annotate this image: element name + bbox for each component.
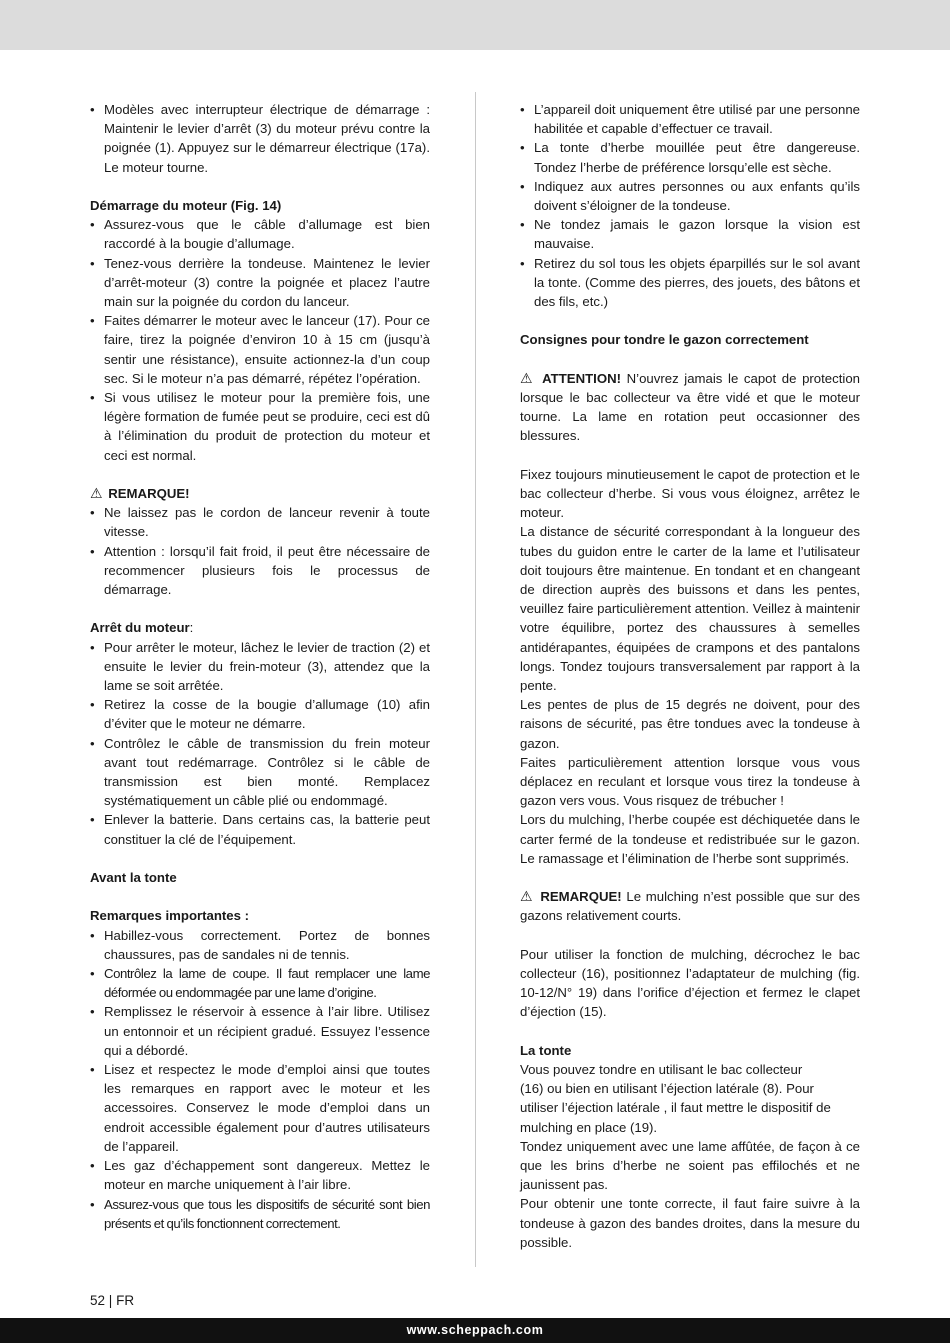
remark-heading bbox=[90, 484, 430, 503]
mowing-instructions-heading: Consignes pour tondre le gazon correctement bbox=[520, 332, 809, 348]
list-item: • Ne laissez pas le cordon de lanceur revenir à toute vitesse. bbox=[90, 503, 430, 541]
mowing-line: (16) ou bien en utilisant l’éjection latérale (8). Pour bbox=[520, 1081, 814, 1097]
paragraph-strips: Pour obtenir une tonte correcte, il faut faire suivre à la tondeuse à gazon des bandes droites, dans la mesure du possible. bbox=[520, 1196, 860, 1250]
list-item: • Retirez la cosse de la bougie d’allumage (10) afin d’éviter que le moteur ne démarre. bbox=[90, 695, 430, 733]
stop-engine-colon: : bbox=[189, 620, 194, 636]
remark-label: REMARQUE! bbox=[540, 889, 622, 905]
safety-list bbox=[520, 100, 860, 311]
paragraph-mulching-use: Pour utiliser la fonction de mulching, décrochez le bac collecteur (16), positionnez l’adaptateur de mulching (fig. 10-12/N° 19) dans l’orifice d’éjection et fermez le clapet d’éjection (15). bbox=[520, 946, 860, 1020]
mowing-line: utiliser l’éjection latérale , il faut mettre le dispositif de bbox=[520, 1100, 831, 1116]
website-link[interactable]: www.scheppach.com bbox=[406, 1323, 544, 1337]
mowing-line: Vous pouvez tondre en utilisant le bac collecteur bbox=[520, 1062, 803, 1078]
list-item: • Remplissez le réservoir à essence à l’air libre. Utilisez un entonnoir et un récipient gradué. Essuyez l’essence qui a débordé. bbox=[90, 1002, 430, 1060]
list-item: • Lisez et respectez le mode d’emploi ainsi que toutes les remarques en rapport avec le moteur et les accessoires. Conservez le mode d’emploi dans un endroit accessible également pour d’autres utilisateurs de l’appareil. bbox=[90, 1060, 430, 1156]
list-item: • Retirez du sol tous les objets éparpillés sur le sol avant la tonte. (Comme des pierres, des jouets, des bâtons et des fils, etc.) bbox=[520, 254, 860, 312]
start-engine-list bbox=[90, 215, 430, 465]
page-language: FR bbox=[116, 1293, 135, 1308]
right-column bbox=[520, 100, 860, 1252]
page-number bbox=[90, 1291, 134, 1310]
mowing-heading: La tonte bbox=[520, 1042, 572, 1058]
list-item: • Les gaz d’échappement sont dangereux. Mettez le moteur en marche uniquement à l’air libre. bbox=[90, 1156, 430, 1194]
attention-paragraph bbox=[520, 369, 860, 446]
attention-text: N’ouvrez jamais le capot de protection lorsque le bac collecteur va être vidé et que le moteur tourne. La lame en rotation peut occasionner des blessures. bbox=[520, 370, 860, 444]
list-item: • Pour arrêter le moteur, lâchez le levier de traction (2) et ensuite le levier du frein-moteur (3), attendez que la lame se soit arrêtée. bbox=[90, 638, 430, 696]
list-item: • Contrôlez le câble de transmission du frein moteur avant tout redémarrage. Contrôlez si le câble de transmission est bien monté. Remplacez systématiquement un câble plié ou endommagé. bbox=[90, 734, 430, 811]
list-item: • Faites démarrer le moteur avec le lanceur (17). Pour ce faire, tirez la poignée d’environ 10 à 15 cm (jusqu’à sentir une résistance), ensuite actionnez-la d’un coup sec. Si le moteur n’a pas démarré, répétez l’opération. bbox=[90, 311, 430, 388]
list-item: • Indiquez aux autres personnes ou aux enfants qu’ils doivent s’éloigner de la tondeuse. bbox=[520, 177, 860, 215]
list-item: • Ne tondez jamais le gazon lorsque la vision est mauvaise. bbox=[520, 215, 860, 253]
column-divider bbox=[475, 92, 476, 1267]
list-item: • Attention : lorsqu’il fait froid, il peut être nécessaire de recommencer plusieurs fois le processus de démarrage. bbox=[90, 542, 430, 600]
page-number-value: 52 bbox=[90, 1293, 106, 1308]
footer-bar bbox=[0, 1318, 950, 1343]
stop-engine-heading bbox=[90, 618, 430, 637]
remark-label: REMARQUE! bbox=[108, 486, 190, 502]
paragraph-slopes: Les pentes de plus de 15 degrés ne doivent, pour des raisons de sécurité, pas être tondues avec la tondeuse à gazon. bbox=[520, 697, 860, 751]
list-item: • Assurez-vous que le câble d’allumage est bien raccordé à la bougie d’allumage. bbox=[90, 215, 430, 253]
left-column bbox=[90, 100, 430, 1233]
remark-list bbox=[90, 503, 430, 599]
list-item: • Si vous utilisez le moteur pour la première fois, une légère formation de fumée peut se produire, ceci est dû à l’élimination du produit de protection du moteur et ceci est normal. bbox=[90, 388, 430, 465]
list-item: • Enlever la batterie. Dans certains cas, la batterie peut constituer la clé de l’équipement. bbox=[90, 810, 430, 848]
page-separator: | bbox=[108, 1293, 113, 1308]
intro-list bbox=[90, 100, 430, 177]
mowing-line: mulching en place (19). bbox=[520, 1119, 658, 1135]
paragraph-distance: La distance de sécurité correspondant à la longueur des tubes du guidon entre le carter de la lame et l’utilisateur doit toujours être maintenue. En tondant et en changeant de direction auprès des buissons et dans les pentes, veuillez faire particulièrement attention. Veillez à maintenir votre équilibre, portez des chaussures à semelles antidérapantes, équipées de crampons et des pantalons longs. Tondez toujours transversalement par rapport à la pente. bbox=[520, 524, 860, 694]
paragraph-mulching: Lors du mulching, l’herbe coupée est déchiquetée dans le carter fermé de la tondeuse et redistribuée sur le gazon. Le ramassage et l’élimination de l’herbe sont supprimés. bbox=[520, 812, 860, 866]
important-notes-heading: Remarques importantes : bbox=[90, 908, 250, 924]
list-item: • L’appareil doit uniquement être utilisé par une personne habilitée et capable d’effectuer ce travail. bbox=[520, 100, 860, 138]
before-mowing-heading: Avant la tonte bbox=[90, 870, 177, 886]
list-item: • Contrôlez la lame de coupe. Il faut remplacer une lame déformée ou endommagée par une lame d’origine. bbox=[90, 964, 430, 1002]
warning-triangle-icon: ⚠ bbox=[90, 485, 103, 502]
list-item: • Tenez-vous derrière la tondeuse. Maintenez le levier d’arrêt-moteur (3) contre la poignée et placez l’autre main sur la poignée du cordon du lanceur. bbox=[90, 254, 430, 312]
warning-triangle-icon: ⚠ bbox=[520, 369, 535, 386]
paragraph-fix: Fixez toujours minutieusement le capot de protection et le bac collecteur d’herbe. Si vous vous éloignez, arrêtez le moteur. bbox=[520, 466, 860, 521]
stop-engine-list bbox=[90, 638, 430, 849]
list-item: • Assurez-vous que tous les dispositifs de sécurité sont bien présents et qu’ils fonctionnent correctement. bbox=[90, 1195, 430, 1233]
list-item: • Modèles avec interrupteur électrique de démarrage : Maintenir le levier d’arrêt (3) du moteur prévu contre la poignée (1). Appuyez sur le démarreur électrique (17a). Le moteur tourne. bbox=[90, 100, 430, 177]
list-item: • Habillez-vous correctement. Portez de bonnes chaussures, pas de sandales ni de tennis. bbox=[90, 926, 430, 964]
remark-text: Le mulching n’est possible que sur des gazons relativement courts. bbox=[520, 889, 860, 924]
list-item: • La tonte d’herbe mouillée peut être dangereuse. Tondez l’herbe de préférence lorsqu’elle est sèche. bbox=[520, 138, 860, 176]
header-band bbox=[0, 0, 950, 50]
paragraph-reverse: Faites particulièrement attention lorsque vous vous déplacez en reculant et lorsque vous tirez la tondeuse à gazon vers vous. Vous risquez de trébucher ! bbox=[520, 754, 860, 809]
stop-engine-title: Arrêt du moteur bbox=[90, 620, 190, 636]
important-notes-list bbox=[90, 926, 430, 1233]
paragraph-blade: Tondez uniquement avec une lame affûtée, de façon à ce que les brins d’herbe ne soient pas effilochés et ne jaunissent pas. bbox=[520, 1138, 860, 1193]
remark-paragraph bbox=[520, 887, 860, 925]
warning-triangle-icon: ⚠ bbox=[520, 888, 534, 905]
start-engine-heading: Démarrage du moteur (Fig. 14) bbox=[90, 198, 282, 213]
attention-label: ATTENTION! bbox=[542, 370, 622, 386]
